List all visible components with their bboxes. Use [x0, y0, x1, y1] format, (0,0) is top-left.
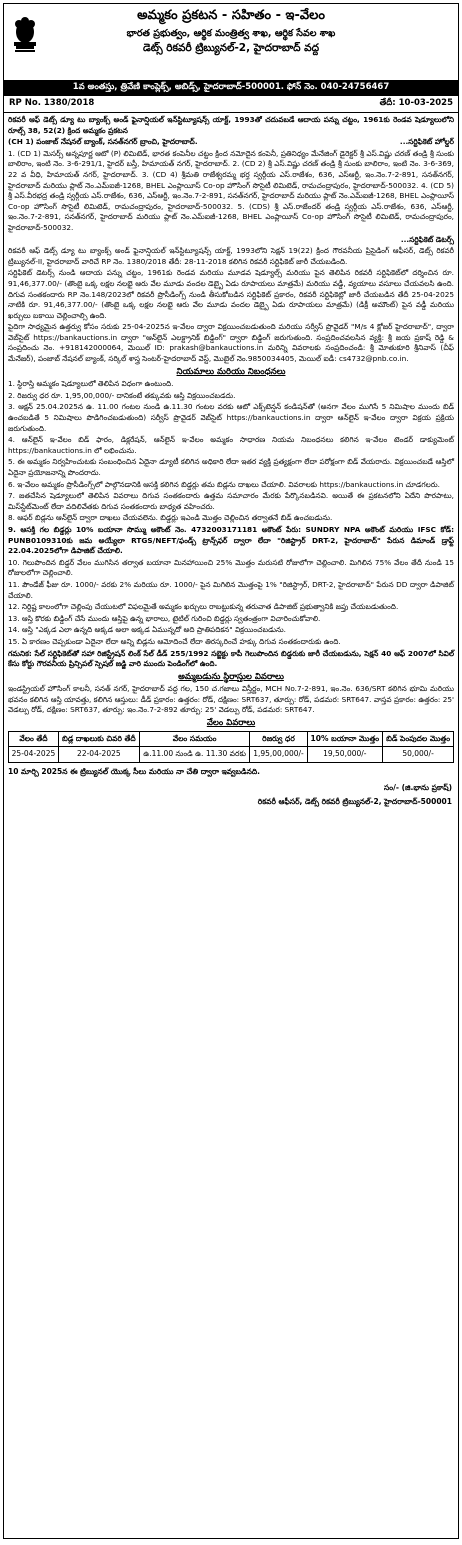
- auction-title: వేలం వివరాలు: [206, 718, 256, 729]
- cell-last-date: 22-04-2025: [58, 747, 139, 763]
- note-text: గమనిక: సేల్ సర్టిఫికెట్‌తో సహా రిజిస్ట్రేషన్ లింక్ సేల్ డీడ్ 255/1992 సబ్జెక్టు కాపీ గెలుపొందిన బిడ్డరుకు జారీ చేయబడును, సెక్షన్ 40 ఆఫ్ 2007లో సివిల్ కేసు కోర్టు గౌరవనీయ ప్రిన్సిపల్ స్పెషల్ జడ్జి వారి ముందు పెండింగ్‌లో ఉంది.: [8, 648, 454, 669]
- term-item: 3. ఆక్షన్ 25.04.2025న ఉ. 11.00 గంటల నుండి ఉ.11.30 గంటల వరకు ఆటో ఎక్స్‌టెన్షన్ కండిషన్‌తో (అనగా వేలం ముగిసే 5 నిమిషాల ముందు బిడ్ ఉంచబడితే 5 నిమిషాలు పొడిగించబడుతుంది) సర్వీస్ ప్రొవైడర్ వెబ్‌సైట్ https://bankauctions.in ద్వారా ఆన్‌లైన్ ఇ-వేలం ద్వారా విక్రయ ప్రక్రియ జరుగుతుంది.: [8, 402, 454, 433]
- cell-auction-time: ఉ.11.00 నుండి ఉ. 11.30 వరకు: [139, 747, 250, 763]
- term-item: 8. ఆఫర్ బిడ్లను ఆన్‌లైన్ ద్వారా దాఖలు చేయవలెను. బిడ్డర్లు ఇఎండి మొత్తం చెల్లించిన తర్వాతనే బిడ్ ఉంచబడును.: [8, 513, 333, 523]
- term-item: 11. పౌండేజ్ ఫీజు రూ. 1000/- వరకు 2% మరియు రూ. 1000/- పైన మిగిలిన మొత్తంపై 1% "రిజిస్ట్రార్, DRT-2, హైదరాబాద్" పేరున DD ద్వారా డిపాజిట్ చేయాలి.: [8, 579, 454, 600]
- terms-title: నియమాలు మరియు నిబంధనలు: [176, 366, 286, 377]
- cell-reserve-price: 1,95,00,000/-: [250, 747, 307, 763]
- term-item: 9. ఆసక్తి గల బిడ్డర్లు 10% బయానా సొమ్ము అకౌంట్ నెం. 4732003171181 అకౌంట్ పేరు: SUNDRY NPA అకౌంట్ మరియు IFSC కోడ్: PUNB0109310కు జమ అయ్యేలా RTGS/NEFT/ఫండ్స్ ట్రాన్స్‌ఫర్ ద్వారా లేదా "రిజిస్ట్రార్ DRT-2, హైదరాబాద్" పేరున డిమాండ్ డ్రాఫ్ట్ 22.04.2025లోగా డిపాజిట్ చేయాలి.: [8, 524, 454, 556]
- intro-text: రికవరీ ఆఫ్ డెట్స్ డ్యూ టు బ్యాంక్స్ అండ్ ఫైనాన్షియల్ ఇన్‌స్టిట్యూషన్స్ యాక్ట్, 1993తో చదువబడే ఆదాయ పన్ను చట్టం, 1961కు రెండవ షెడ్యూలులోని రూల్స్ 38, 52(2) క్రింద అమ్మకం ప్రకటన: [8, 115, 454, 135]
- header-last-date: బిడ్ల దాఖలుకు చివరి తేదీ: [58, 731, 139, 747]
- term-item: 14. ఆస్తి "ఎక్కడ ఎలా ఉన్నది అక్కడ అలా అక్కడ ఏమున్నదో అది ప్రాతిపదికన" విక్రయించబడును.: [8, 625, 286, 635]
- cell-bid-increment: 50,000/-: [383, 747, 454, 763]
- auction-table: [8, 731, 454, 763]
- cell-emd: 19,50,000/-: [307, 747, 383, 763]
- header-emd: 10% బయానా మొత్తం: [307, 731, 383, 747]
- rp-line: [4, 96, 458, 113]
- term-item: 4. ఆన్‌లైన్ ఇ-వేలం బిడ్ ఫారం, డిక్లరేషన్, ఆన్‌లైన్ ఇ-వేలం అమ్మకం సాధారణ నియమ నిబంధనలు కలిగిన ఇ-వేలం టెండర్ డాక్యుమెంట్ https://bankauctions.in లో లభించును.: [8, 435, 454, 455]
- notice-page: [3, 3, 459, 1539]
- national-emblem-icon: [10, 12, 40, 54]
- schedule-title: అమ్మబడును స్థిరాస్తుల వివరాలు: [178, 671, 284, 682]
- term-item: 6. ఇ-వేలం అమ్మకం ప్రొసీడింగ్స్‌లో పాల్గొనడానికి ఆసక్తి కలిగిన బిడ్డర్లు తమ బిడ్లను దాఖలు చేయాలి. వివరాలకు https://bankauctions.in చూడగలరు.: [8, 479, 440, 489]
- footnote: 10 మార్చి 2025న ఈ ట్రిబ్యునల్ యొక్క సీలు మరియు నా చేతి ద్వారా ఇవ్వబడినది.: [8, 766, 261, 776]
- notice-title: అమ్మకం ప్రకటన - సహితం - ఇ-వేలం: [137, 8, 325, 23]
- header-auction-date: వేలం తేదీ: [9, 731, 59, 747]
- header-auction-time: వేలం సమయం: [139, 731, 250, 747]
- term-item: 2. రిజర్వు ధర రూ. 1,95,00,000/- దానికంటే తక్కువకు ఆస్తి విక్రయించబడదు.: [8, 390, 236, 400]
- tribunal-line: డెట్స్ రికవరీ ట్రిబ్యునల్-2, హైదరాబాద్ వద్ద: [142, 42, 320, 54]
- term-item: 1. స్థిరాస్తి అమ్మకం షెడ్యూలులో తెలిపిన విధంగా ఉంటుంది.: [8, 379, 174, 389]
- tribunal-address: 1వ అంతస్తు, త్రివేణి కాంప్లెక్స్, అబిడ్స్, హైదరాబాద్-500001. ఫోన్ నెం. 040-24756467: [4, 80, 458, 96]
- cell-auction-date: 25-04-2025: [9, 747, 59, 763]
- debtors-text: 1. (CD 1) మెసర్స్ అన్నపూర్ణ ఆటో (P) లిమిటెడ్, భారత కంపెనీల చట్టం క్రింద నమోదైన కంపెనీ, ప్రతినిధ్యం మేనేజింగ్ డైరెక్టర్ శ్రీ ఎస్.విష్ణు చరణ్ తండ్రి శ్రీ సుంకు బాలిరాం, ఇంటి నెం. 3-6-291/1, హైదర్ బస్తీ, హిమాయత్ నగర్, హైదరాబాద్. 2. (CD 2) శ్రీ ఎస్.విష్ణు చరణ్ తండ్రి శ్రీ సుంకు బాలిరాం, ఇంటి నెం. 3-6-369, 22 వ వీధి, హిమాయత్ నగర్, హైదరాబాద్. 3. (CD 4) శ్రీమతి రాజేశ్వరమ్మ భర్త స్వర్గీయ ఎస్.రాజేశం, 636, ఎస్ఆర్టీ, ఇం.నెం.7-2-891, సనత్‌నగర్, హైదరాబాద్ మరియు ప్లాట్ నెం.ఎమ్ఐజీ-1268, BHEL ఎంప్లాయీస్ Co-op హౌసింగ్ సొసైటీ లిమిటెడ్, రామచంద్రాపురం, హైదరాబాద్-500032. 4. (CD 5) శ్రీ ఎస్.వీరభద్ర తండ్రి స్వర్గీయ ఎస్.రాజేశం, 636, ఎస్ఆర్టీ, ఇం.నెం.7-2-891, సనత్‌నగర్, హైదరాబాద్ మరియు ప్లాట్ నెం.ఎమ్ఐజీ-1268, BHEL ఎంప్లాయీస్ Co-op హౌసింగ్ సొసైటీ లిమిటెడ్, రామచంద్రాపురం, హైదరాబాద్-500032. 5. (CDS) శ్రీ ఎస్.రాజేందర్ తండ్రి స్వర్గీయ ఎస్.రాజేశం, 636, ఎస్ఆర్టీ, ఇం.నెం.7-2-891, సనత్‌నగర్, హైదరాబాద్ మరియు ప్లాట్ నెం.ఎమ్ఐజీ-1268, BHEL ఎంప్లాయీస్ Co-op హౌసింగ్ సొసైటీ లిమిటెడ్, రామచంద్రాపురం, హైదరాబాద్-500032.: [8, 148, 454, 232]
- para-1: రికవరీ ఆఫ్ డెట్స్ డ్యూ టు బ్యాంక్స్ అండ్ ఫైనాన్షియల్ ఇన్‌స్టిట్యూషన్స్ యాక్ట్, 1993లోని సెక్షన్ 19(22) క్రింద గౌరవనీయ ప్రిసైడింగ్ ఆఫీసర్, డెట్స్ రికవరీ ట్రిబ్యునల్-II, హైదరాబాద్ వారిచే RP నెం. 1380/2018 తేదీ: 28-11-2018 కలిగిన రికవరీ సర్టిఫికెట్ జారీ చేయబడింది.: [8, 246, 454, 266]
- para-2: సర్టిఫికెట్ డెటర్స్ నుండి ఆదాయ పన్ను చట్టం, 1961కు రెండవ మరియు మూడవ షెడ్యూల్స్ మరియు పైన తెలిపిన రికవరీ సర్టిఫికెట్‌లో దర్శించిన రూ. 91,46,377.00/- (తొంబై ఒక్క లక్షల నలభై ఆరు వేల మూడు వందల డెబ్బై ఏడు రూపాయలు మాత్రమే) మరియు వడ్డీ, వ్యయాలు వసూలు చేయవలసి ఉంది. దిగువ సంతకందారు RP నెం.148/2023లో రికవరీ ప్రొసీడింగ్స్ నుండి తీసుకోబడిన సర్టిఫికెట్ ప్రకారం, రికవరీ సర్టిఫికెట్లో జారీ చేయబడిన తేదీ 25-04-2025 నాటికి రూ. 91,46,377.00/- (తొంబై ఒక్క లక్షల నలభై ఆరు వేల మూడు వందల డెబ్బై ఏడు రూపాయలు మాత్రమే) (డిక్రీ అమౌంట్) పైన వడ్డీ మరియు ఖర్చులు బకాయి చెల్లించాల్సి ఉంది.: [8, 268, 454, 320]
- debtors-tag: ...సర్టిఫికెట్ డెటర్స్: [400, 234, 454, 244]
- term-item: 5. ఈ అమ్మకం నిర్వహించుటకు సంబంధించిన ఏదైనా డ్యూటీ కలిగిన అధికారి లేదా ఇతర వ్యక్తి ప్రత్యక్షంగా లేదా పరోక్షంగా బిడ్ వేయరాదు. విక్రయించబడే ఆస్తిలో ఏదైనా ప్రయోజనాన్ని పొందరాదు.: [8, 457, 454, 477]
- notice-body: [4, 113, 458, 765]
- signature-title: రికవరీ ఆఫీసర్, డెట్స్ రికవరీ ట్రిబ్యునల్-2, హైదరాబాద్-500001: [257, 796, 452, 806]
- rp-number: RP No. 1380/2018: [9, 98, 95, 108]
- term-item: 12. నిర్దిష్ట కాలంలోగా చెల్లింపు చేయుటలో విఫలమైతే అమ్మకం ఖర్చులు రాబట్టుకున్న తరువాత డిపాజిట్ ప్రభుత్వానికి జప్తు చేయబడుతుంది.: [8, 602, 399, 612]
- term-item: 13. ఆస్తి కొరకు బిడ్డింగ్ చేసే ముందు ఆస్తిపై ఉన్న భారాలు, టైటిల్ గురించి బిడ్డర్లు స్వతంత్రంగా విచారించుకోవాలి.: [8, 613, 321, 623]
- ministry-line: భారత ప్రభుత్వం, ఆర్థిక మంత్రిత్వ శాఖ, ఆర్థిక సేవల శాఖ: [126, 28, 336, 39]
- para-3: పైదిగా సాధ్యమైన ఉత్తర్వు కోసం సరుకు 25-04-2025న ఇ-వేలం ద్వారా విక్రయించబడుతుంది మరియు సర్వీస్ ప్రొవైడర్ "M/s 4 క్లోజర్ హైదరాబాద్", ద్వారా వెబ్‌సైట్ https://bankauctions.in ద్వారా "ఆన్‌లైన్ ఎలక్ట్రానిక్ బిడ్డింగ్" ద్వారా బిడ్డింగ్ జరుగుతుంది. సంప్రదించవలసిన వ్యక్తి: శ్రీ జయ ప్రకాష్ రెడ్డి & సంప్రదించు నెం. +918142000064, మెయిల్ ID: prakash@bankauctions.in మరిన్ని వివరాలకు సంప్రదించండి: శ్రీ మోతుకూరి శ్రీనివాస్ (చీఫ్ మేనేజర్), పంజాబ్ నేషనల్ బ్యాంక్, సర్కిల్ శాస్త్ర సెంటర్-హైదరాబాద్ వెస్ట్, మొబైల్ నెం.9850034405, మెయిల్ ఐడీ: cs4732@pnb.co.in.: [8, 322, 454, 364]
- table-header-row: [9, 731, 454, 747]
- table-row: [9, 747, 454, 763]
- term-item: 10. గెలుపొందిన బిడ్డర్ వేలం ముగిసిన తర్వాత బయానా మినహాయించి 25% మొత్తం మరుసటి రోజులోగా చెల్లించాలి. మిగిలిన 75% వేలం తేదీ నుండి 15 రోజులలోగా చెల్లించాలి.: [8, 557, 454, 578]
- notice-header: [4, 4, 458, 80]
- term-item: 15. ఏ కారణం చెప్పకుండా ఏదైనా లేదా అన్ని బిడ్లను ఆమోదించే లేదా తిరస్కరించే హక్కు దిగువ సంతకందారుకు ఉంది.: [8, 636, 341, 646]
- signature: సం/- (జి.భాను ప్రకాష్): [384, 782, 452, 792]
- header-reserve-price: రిజర్వు ధర: [250, 731, 307, 747]
- terms-list: [8, 379, 454, 647]
- notice-date: తేదీ: 10-03-2025: [379, 98, 453, 108]
- header-bid-increment: బిడ్ పెంపుదల మొత్తం: [383, 731, 454, 747]
- ch1-line: (CH 1) పంజాబ్ నేషనల్ బ్యాంక్, సనత్‌నగర్ బ్రాంచి, హైదరాబాద్. ...సర్టిఫికెట్ హోల్డర్: [8, 137, 454, 147]
- schedule-text: ఇండస్ట్రియల్ హౌసింగ్ కాలనీ, సనత్ నగర్, హైదరాబాద్ వద్ద గల, 150 చ.గజాలు విస్తీర్ణం, MCH No.7-2-891, ఇం.నెం. 636/SRT కలిగిన భూమి మరియు భవనం కలిగిన ఆస్తి యావత్తు, కలిగిన ఆస్తులు: డీడ్ ప్రకారం: ఉత్తరం: రోడ్, దక్షిణం: SRT637, తూర్పు: రోడ్, పడమర: SRT647. వాస్తవ ప్రకారం: ఉత్తరం: 25' వెడల్పు రోడ్, దక్షిణం: SRT637, తూర్పు: ఇం.నెం.7-2-892 తూర్పు: 25' వెడల్పు రోడ్, పడమర: SRT647.: [8, 684, 454, 715]
- term-item: 7. జతచేసిన షెడ్యూలులో తెలిపిన వివరాలు దిగువ సంతకందారు ఉత్తమ సమాచారం మేరకు పేర్కొనబడినవి. అయితే ఈ ప్రకటనలోని ఏదేని పొరపాటు, మిస్‌స్టేట్‌మెంట్ లేదా వదిలివేతకు దిగువ సంతకందారు బాధ్యత వహించరు.: [8, 491, 454, 511]
